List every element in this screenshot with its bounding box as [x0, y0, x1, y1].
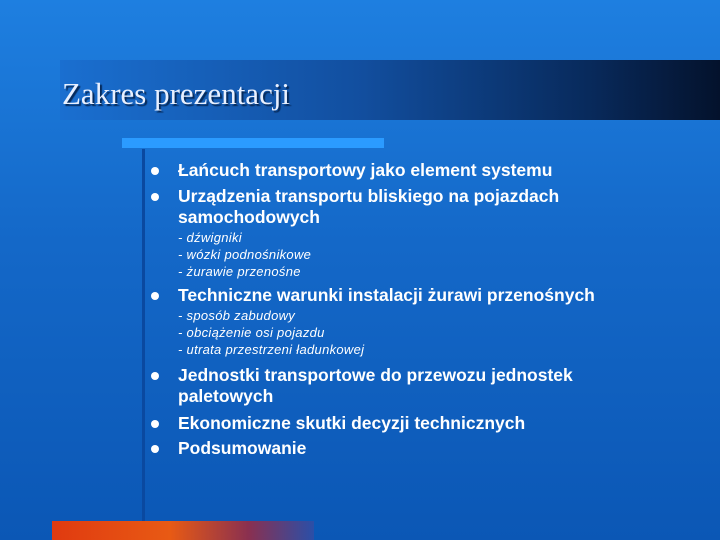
bullet-icon — [151, 193, 159, 201]
list-item: Jednostki transportowe do przewozu jednostek — [178, 365, 573, 385]
sub-item: - sposób zabudowy — [178, 308, 296, 323]
sub-item: - dźwigniki — [178, 230, 242, 245]
sub-item: - żurawie przenośne — [178, 264, 301, 279]
list-item-continuation: paletowych — [178, 386, 274, 406]
bullet-icon — [151, 167, 159, 175]
bullet-icon — [151, 372, 159, 380]
list-item: Łańcuch transportowy jako element systemu — [178, 160, 553, 180]
bullet-icon — [151, 420, 159, 428]
bullet-icon — [151, 445, 159, 453]
list-item: Urządzenia transportu bliskiego na pojazdach — [178, 186, 560, 206]
list-item: Ekonomiczne skutki decyzji technicznych — [178, 413, 526, 433]
list-item: Podsumowanie — [178, 438, 307, 458]
bullet-icon — [151, 292, 159, 300]
slide-title: Zakres prezentacji — [62, 76, 291, 111]
sub-item: - obciążenie osi pojazdu — [178, 325, 325, 340]
sub-item: - wózki podnośnikowe — [178, 247, 312, 262]
list-item: Techniczne warunki instalacji żurawi przenośnych — [178, 285, 595, 305]
sub-item: - utrata przestrzeni ładunkowej — [178, 342, 365, 357]
list-item-continuation: samochodowych — [178, 207, 320, 227]
